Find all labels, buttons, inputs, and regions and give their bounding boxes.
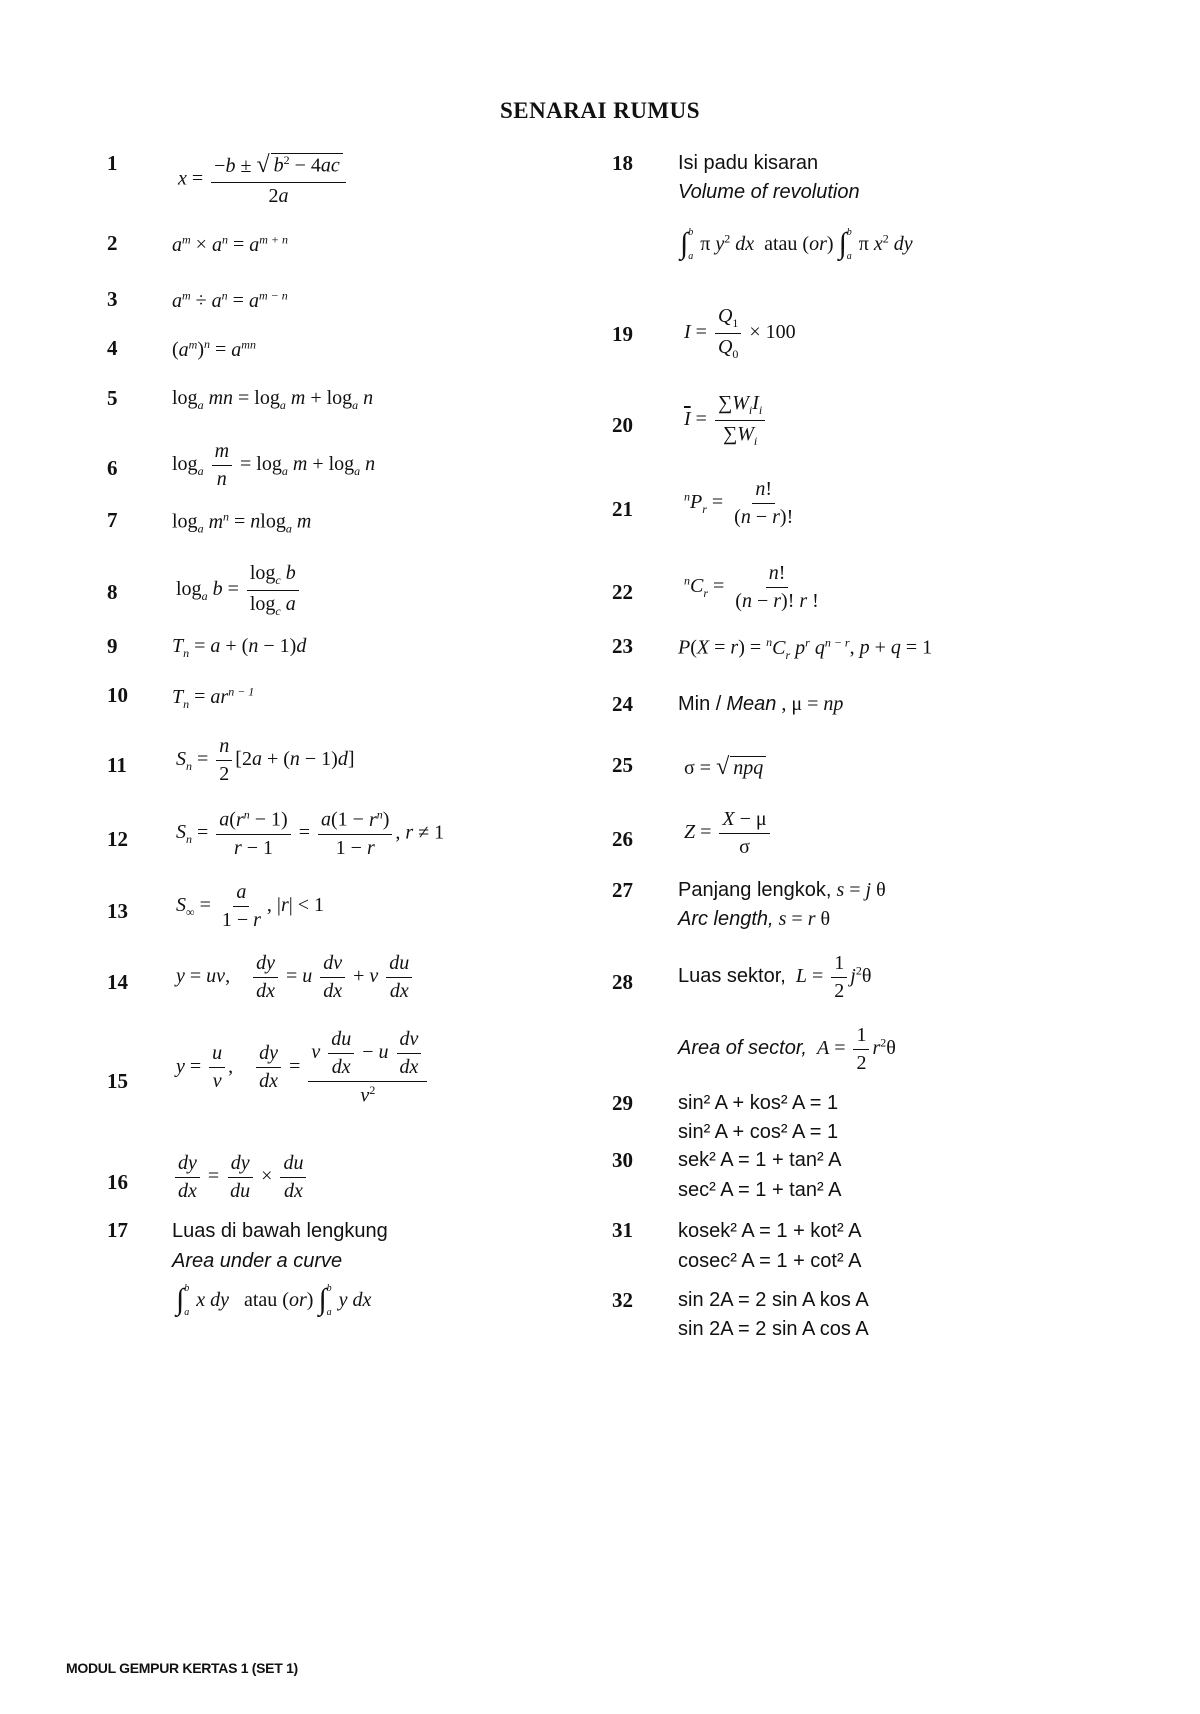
formula-arc-length-en: Arc length, s = r θ: [678, 908, 831, 930]
formula-number: 27: [612, 878, 633, 902]
formula-number: 6: [107, 456, 118, 480]
formula-18-label-ms: Isi padu kisaran: [678, 152, 819, 174]
formula-30b: sec² A = 1 + tan² A: [678, 1179, 842, 1201]
formula-log-quotient: $\log_a$ $\frac{m}{n}$ = $\log_a m + \log_a n$: [172, 440, 376, 490]
formula-log-product: $\log_a$ mn = $\log_a m + \log_a n$: [172, 387, 374, 412]
formula-number: 16: [107, 1170, 128, 1194]
formula-number: 13: [107, 899, 128, 923]
sector-area-label-ms: Luas sektor,: [678, 965, 786, 988]
formula-31a: kosek² A = 1 + kot² A: [678, 1220, 862, 1242]
formula-index-multiply: $a^m \times a^n = a^{m + n}$: [172, 232, 288, 256]
formula-number: 4: [107, 336, 118, 360]
atau-label: atau: [764, 233, 798, 255]
page-footer: MODUL GEMPUR KERTAS 1 (SET 1): [66, 1660, 298, 1676]
formula-number: 24: [612, 692, 633, 716]
formula-number: 9: [107, 634, 118, 658]
formula-number: 3: [107, 287, 118, 311]
formula-number: 26: [612, 827, 633, 851]
formula-chain-rule: $\frac{dy}{dx}$ = $\frac{dy}{du}$ × $\frac{du}{dx}$: [172, 1152, 309, 1203]
formula-sector-area-en: Area of sector, A = $\frac{1}{2}$ $r^2\theta$: [678, 1024, 896, 1074]
formula-number: 2: [107, 231, 118, 255]
formula-31b: cosec² A = 1 + cot² A: [678, 1250, 862, 1272]
formula-29a: sin² A + kos² A = 1: [678, 1092, 839, 1114]
formula-29b: sin² A + cos² A = 1: [678, 1121, 839, 1143]
formula-number: 30: [612, 1148, 633, 1172]
mean-label-ms: Min /: [678, 693, 722, 715]
formula-32b: sin 2A = 2 sin A cos A: [678, 1318, 869, 1340]
formula-permutation: $^nP_r$ = $\frac{n!}{(n - r)!}$: [684, 478, 794, 528]
formula-number: 19: [612, 322, 633, 346]
formula-number: 7: [107, 508, 118, 532]
formula-number: 18: [612, 151, 633, 175]
mean-label-en: Mean: [726, 693, 777, 715]
formula-number: 5: [107, 386, 118, 410]
formula-gp-infinity: $S_\infty$ = $\frac{a}{1 - r}$ , |r| < 1: [176, 881, 325, 931]
formula-composite-index: $\overline{I}$ = $\frac{\sum W_iI_i}{\sum W_i}$: [684, 392, 768, 449]
or-label: or: [288, 1289, 307, 1311]
formula-number: 1: [107, 151, 118, 175]
formula-32a: sin 2A = 2 sin A kos A: [678, 1289, 869, 1311]
formula-gp-term: $T_n = ar^{n - 1}$: [172, 684, 255, 711]
formula-ap-sum: $S_n$ = $\frac{n}{2}$ [2a + (n − 1)d]: [176, 735, 355, 785]
arc-length-label-ms: Panjang lengkok,: [678, 879, 832, 901]
formula-product-rule: y = uv, $\frac{dy}{dx}$ = u $\frac{dv}{dx}$ + v $\frac{du}{dx}$: [176, 952, 415, 1003]
formula-number: 23: [612, 634, 633, 658]
formula-gp-sum: $S_n$ = $\frac{a(r^n - 1)}{r - 1}$ = $\frac{a(1 - r^n)}{1 - r}$ , r ≠ 1: [176, 807, 445, 859]
formula-arc-length-ms: Panjang lengkok, s = j θ: [678, 879, 886, 901]
formula-log-power: $\log_a m^n = nlog_a$ m: [172, 509, 312, 536]
formula-sector-area-ms: Luas sektor, L = $\frac{1}{2}$ $j^2\theta$: [678, 952, 872, 1002]
arc-length-label-en: Arc length,: [678, 908, 774, 930]
formula-17-label-en: Area under a curve: [172, 1250, 343, 1272]
page-title: SENARAI RUMUS: [499, 98, 701, 123]
formula-quadratic: x = $\frac{-b \pm √ b^2 - 4ac}{2a}$: [178, 152, 349, 208]
formula-combination: $^nC_r$ = $\frac{n!}{(n - r)! r !}$: [684, 562, 819, 612]
formula-30a: sek² A = 1 + tan² A: [678, 1149, 842, 1171]
formula-number: 8: [107, 580, 118, 604]
formula-number: 25: [612, 753, 633, 777]
formula-log-change-base: $\log_a b$ = $\frac{\log_c b}{\log_c a}$: [176, 562, 302, 619]
formula-number: 15: [107, 1069, 128, 1093]
formula-ap-term: $T_n = a + (n - 1)d$: [172, 635, 307, 660]
formula-std-dev: σ = √ npq: [684, 754, 766, 781]
formula-number: 10: [107, 683, 128, 707]
formula-index-power: $(a^m)^n = a^{mn}$: [172, 337, 256, 361]
formula-index-divide: $a^m \div a^n = a^{m - n}$: [172, 288, 288, 312]
formula-binomial: $P(X = r) = ^nC_r$ $p^r$ $q^{n - r}$, p + q = 1: [678, 635, 933, 662]
formula-number: 12: [107, 827, 128, 851]
formula-17-label-ms: Luas di bawah lengkung: [172, 1220, 388, 1242]
sector-area-label-en: Area of sector,: [678, 1037, 807, 1060]
formula-number: 11: [107, 753, 127, 777]
formula-18-label-en: Volume of revolution: [678, 181, 860, 203]
formula-number: 31: [612, 1218, 633, 1242]
formula-quotient-rule: y = $\frac{u}{v}$ , $\frac{dy}{dx}$ = v $\frac{du}{dx}$ − u $\frac{dv}{dx}$ $v^2$: [176, 1028, 430, 1108]
formula-mean: Min / Mean , μ = np: [678, 693, 844, 715]
formula-index-number: I = $\frac{Q_1}{Q_0}$ × 100: [684, 305, 796, 361]
formula-number: 28: [612, 970, 633, 994]
or-label: or: [809, 233, 827, 255]
formula-area-under-curve: ∫ b a x dy atau (or) ∫ b a y dx: [176, 1283, 372, 1319]
formula-number: 20: [612, 413, 633, 437]
formula-number: 29: [612, 1091, 633, 1115]
atau-label: atau: [243, 1289, 278, 1311]
formula-number: 14: [107, 970, 128, 994]
formula-z-score: Z = $\frac{X - \mu}{\sigma}$: [684, 808, 773, 859]
formula-number: 22: [612, 580, 633, 604]
formula-volume-revolution: ∫ b a π $y^2$ dx atau (or) ∫ b a π $x^2$ dy: [680, 227, 913, 263]
formula-number: 32: [612, 1288, 633, 1312]
formula-number: 21: [612, 497, 633, 521]
formula-number: 17: [107, 1218, 128, 1242]
